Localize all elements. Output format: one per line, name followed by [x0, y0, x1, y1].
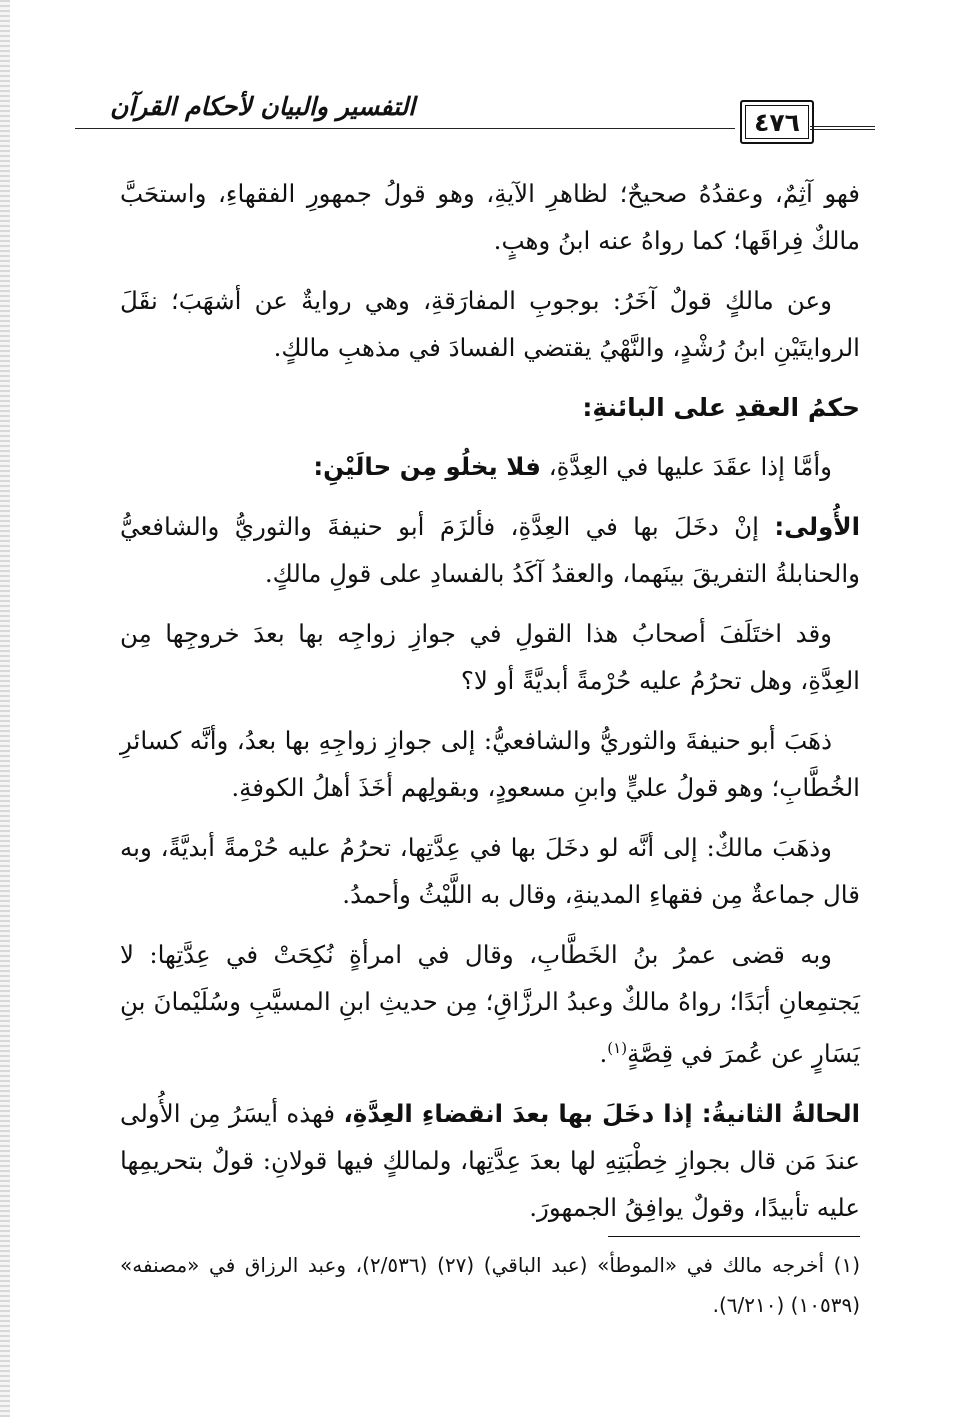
footnote: (١) أخرجه مالك في «الموطأ» (عبد الباقي) (٢٧) (٢/٥٣٦)، وعبد الرزاق في «مصنفه» (١٠٥٣٩) (٦/٢١٠). [120, 1253, 860, 1317]
main-text [120, 170, 860, 1244]
footnote-reference: (١) [607, 1039, 628, 1057]
paragraph [120, 931, 860, 1077]
case-label: الأُولى: [774, 512, 860, 541]
paragraph: فهو آثِمٌ، وعقدُهُ صحيحٌ؛ لظاهرِ الآيةِ، وهو قولُ جمهورِ الفقهاءِ، واستحَبَّ مالكٌ فِراقَها؛ كما رواهُ عنه ابنُ وهبٍ. [120, 179, 860, 255]
paragraph: ذهَبَ أبو حنيفةَ والثوريُّ والشافعيُّ: إلى جوازِ زواجِهِ بها بعدُ، وأنَّه كسائرِ الخُطَّابِ؛ وهو قولُ عليٍّ وابنِ مسعودٍ، وبقولِهم أخَذَ أهلُ الكوفةِ. [120, 726, 860, 802]
page-number: ٤٧٦ [740, 100, 814, 144]
paragraph: وقد اختَلَفَ أصحابُ هذا القولِ في جوازِ زواجِه بها بعدَ خروجِها مِن العِدَّةِ، وهل تحرُمُ عليه حُرْمةً أبديَّةً أو لا؟ [120, 619, 860, 695]
paragraph-bold-text: فلا يخلُو مِن حالَيْنِ: [313, 452, 541, 481]
paragraph-text: وبه قضى عمرُ بنُ الخَطَّابِ، وقال في امرأةٍ نُكِحَتْ في عِدَّتِها: لا يَجتمِعانِ أبَدًا؛ رواهُ مالكٌ وعبدُ الرزَّاقِ؛ مِن حديثِ ابنِ المسيَّبِ وسُلَيْمانَ بنِ يَسَارٍ عن عُمرَ في قِصَّةٍ [120, 940, 860, 1069]
header-double-rule [810, 126, 875, 130]
paragraph-text: وأمَّا إذا عقَدَ عليها في العِدَّةِ، [540, 452, 832, 481]
scan-edge [0, 0, 10, 1417]
paragraph: وذهَبَ مالكٌ: إلى أنَّه لو دخَلَ بها في عِدَّتِها، تحرُمُ عليه حُرْمةً أبديَّةً، وبه قال جماعةٌ مِن فقهاءِ المدينةِ، وقال به اللَّيْثُ وأحمدُ. [120, 833, 860, 909]
paragraph [120, 503, 860, 597]
paragraph [120, 1090, 860, 1231]
paragraph [120, 443, 860, 490]
paragraph-end: . [599, 1039, 608, 1069]
case-label: الحالةُ الثانيةُ: إذا دخَلَ بها بعدَ انقضاءِ العِدَّةِ، [343, 1099, 861, 1129]
paragraph-text: إنْ دخَلَ بها في العِدَّةِ، فألزَمَ أبو حنيفةَ والثوريُّ والشافعيُّ والحنابلةُ التفريقَ بينَهما، والعقدُ آكَدُ بالفسادِ على قولِ مالكٍ. [120, 512, 860, 588]
paragraph-text: فهذه أيسَرُ مِن الأُولى عندَ مَن قال بجوازِ خِطْبَتِهِ لها بعدَ عِدَّتِها، ولمالكٍ فيها قولانِ: قولٌ بتحريمِها عليه تأبيدًا، وقولٌ يوافِقُ الجمهورَ. [120, 1099, 860, 1223]
running-title: التفسير والبيان لأحكام القرآن [110, 92, 416, 121]
footnote-separator [608, 1236, 860, 1237]
page-header [75, 92, 875, 150]
header-rule [75, 128, 735, 129]
paragraph: وعن مالكٍ قولٌ آخَرُ: بوجوبِ المفارَقةِ، وهي روايةٌ عن أشهَبَ؛ نقَلَ الروايتَيْنِ ابنُ رُشْدٍ، والنَّهْيُ يقتضي الفسادَ في مذهبِ مالكٍ. [120, 286, 860, 362]
section-heading: حكمُ العقدِ على البائنةِ: [582, 393, 860, 422]
